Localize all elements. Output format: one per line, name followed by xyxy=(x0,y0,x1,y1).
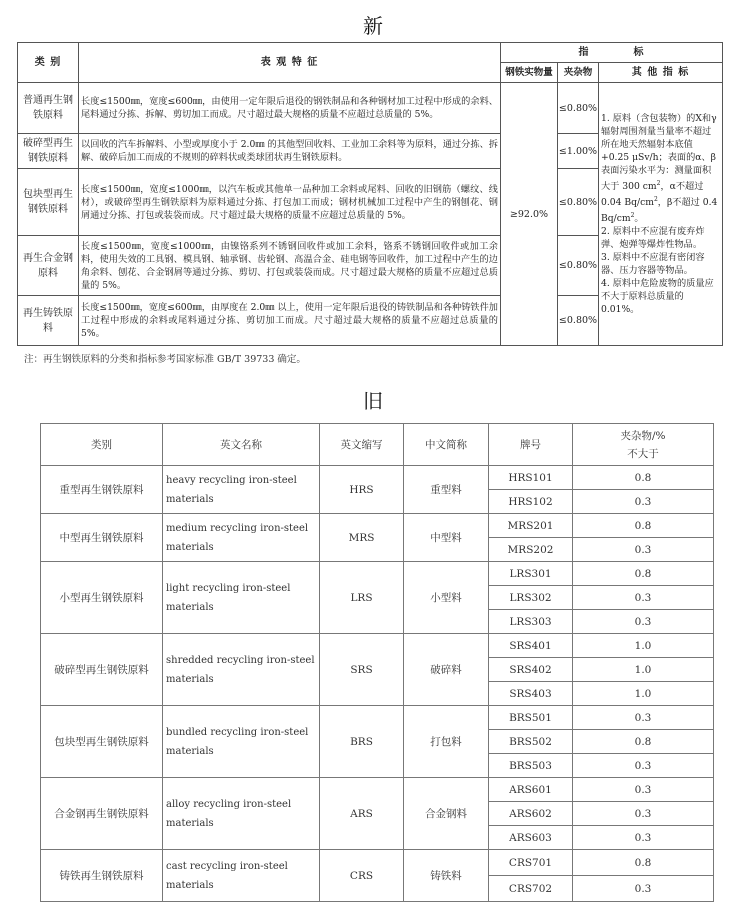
row-category: 小型再生钢铁原料 xyxy=(41,562,163,634)
row-grade-code: BRS501 xyxy=(489,706,573,730)
row-english-name: alloy recycling iron-steel materials xyxy=(163,778,320,850)
row-english-name: shredded recycling iron-steel materials xyxy=(163,634,320,706)
row-english-abbr: ARS xyxy=(320,778,404,850)
header-impurities xyxy=(573,424,714,466)
table-row xyxy=(18,83,723,134)
other-indicator-item-4: 4. 原料中危险废物的质量应不大于原料总质量的 0.01%。 xyxy=(601,278,714,316)
header-grade: 牌号 xyxy=(489,424,573,466)
row-chinese-abbr: 破碎料 xyxy=(404,634,489,706)
row-english-abbr: SRS xyxy=(320,634,404,706)
row-grade-code: SRS403 xyxy=(489,682,573,706)
row-category: 包块型再生钢铁原料 xyxy=(41,706,163,778)
row-impurities: 1.0 xyxy=(573,682,714,706)
other-indicators-text xyxy=(599,83,723,346)
row-grade-code: CRS702 xyxy=(489,876,573,902)
row-impurities: 0.8 xyxy=(573,466,714,490)
row-grade-code: HRS101 xyxy=(489,466,573,490)
row-grade-code: ARS603 xyxy=(489,826,573,850)
other-indicator-item-3: 3. 原料中不应混有密闭容器、压力容器等物品。 xyxy=(601,252,705,277)
table-row xyxy=(41,850,714,876)
row-grade-code: CRS701 xyxy=(489,850,573,876)
row-impurities: 0.3 xyxy=(573,586,714,610)
row-impurities: 0.3 xyxy=(573,706,714,730)
row-grade-code: LRS301 xyxy=(489,562,573,586)
row-english-abbr: BRS xyxy=(320,706,404,778)
header-features: 表 观 特 征 xyxy=(79,43,501,83)
row-impurities: 1.0 xyxy=(573,634,714,658)
row-english-name: light recycling iron-steel materials xyxy=(163,562,320,634)
row-chinese-abbr: 重型料 xyxy=(404,466,489,514)
steel-content-value: ≥92.0% xyxy=(501,83,558,346)
row-english-name: bundled recycling iron-steel materials xyxy=(163,706,320,778)
table-row xyxy=(41,634,714,658)
header-impurities: 夹杂物 xyxy=(558,63,599,83)
header-english-abbr: 英文缩写 xyxy=(320,424,404,466)
row-chinese-abbr: 打包料 xyxy=(404,706,489,778)
other-indicator-item-1: 1. 原料（含包装物）的X和γ辐射周围剂量当量率不超过所在地天然辐射本底值+0.25 μSv/h；表面的α、β表面污染水平为：测量面积大于 300 $cm^2$，α不超过 0.04 $Bq/cm^2$，β不超过 0.4 $Bq/cm^2$。 xyxy=(601,112,718,225)
row-english-abbr: CRS xyxy=(320,850,404,902)
row-category: 中型再生钢铁原料 xyxy=(41,514,163,562)
row-grade-code: BRS503 xyxy=(489,754,573,778)
row-chinese-abbr: 合金钢料 xyxy=(404,778,489,850)
other-indicator-item-2: 2. 原料中不应混有废弃炸弹、炮弹等爆炸性物品。 xyxy=(601,226,705,251)
row-impurities: 0.8 xyxy=(573,850,714,876)
row-category: 合金钢再生钢铁原料 xyxy=(41,778,163,850)
row-category: 普通再生钢铁原料 xyxy=(18,83,79,134)
row-english-name: cast recycling iron-steel materials xyxy=(163,850,320,902)
row-impurities: ≤0.80% xyxy=(558,83,599,134)
row-features: 以回收的汽车拆解料、小型或厚度小于 2.0㎜ 的其他型回收料、工业加工余料等为原料，通过分拣、拆解、破碎后加工而成的不规则的碎料状或类球团状再生钢铁原料。 xyxy=(79,134,501,169)
row-english-abbr: MRS xyxy=(320,514,404,562)
header-indicators: 指 标 xyxy=(501,43,723,63)
row-impurities: 1.0 xyxy=(573,658,714,682)
row-english-name: medium recycling iron-steel materials xyxy=(163,514,320,562)
row-chinese-abbr: 铸铁料 xyxy=(404,850,489,902)
new-section-title: 新 xyxy=(363,14,383,38)
header-category: 类 别 xyxy=(18,43,79,83)
row-impurities: 0.3 xyxy=(573,754,714,778)
row-english-abbr: HRS xyxy=(320,466,404,514)
row-impurities: ≤0.80% xyxy=(558,236,599,296)
row-category: 破碎型再生钢铁原料 xyxy=(41,634,163,706)
row-grade-code: SRS401 xyxy=(489,634,573,658)
row-english-name: heavy recycling iron-steel materials xyxy=(163,466,320,514)
old-section-title: 旧 xyxy=(363,389,383,413)
row-grade-code: LRS303 xyxy=(489,610,573,634)
table-row xyxy=(41,706,714,730)
row-grade-code: LRS302 xyxy=(489,586,573,610)
row-category: 包块型再生钢铁原料 xyxy=(18,169,79,236)
row-impurities: ≤0.80% xyxy=(558,169,599,236)
header-chinese-abbr: 中文简称 xyxy=(404,424,489,466)
row-impurities: 0.3 xyxy=(573,778,714,802)
row-features: 长度≤1500㎜，宽度≤1000㎜，由镍铬系列不锈钢回收件或加工余料，铬系不锈钢回收件或加工余料，使用失效的工具钢、模具钢、轴承钢、齿轮钢、高温合金、硅电钢等回收件，加工过程中产生的边角余料、刨花、合金钢屑等通过分拣、剪切、打包或装袋而成。尺寸超过最大规格的质量不应超过总质量的 5%。 xyxy=(79,236,501,296)
row-grade-code: SRS402 xyxy=(489,658,573,682)
old-classification-table xyxy=(40,423,714,902)
table-row xyxy=(41,514,714,538)
row-features: 长度≤1500㎜，宽度≤600㎜，由厚度在 2.0㎜ 以上，使用一定年限后退役的铸铁制品和各种铸铁件加工过程中形成的余料或尾料通过分拣、剪切加工而成。尺寸超过最大规格的质量不应超过总质量的 5%。 xyxy=(79,296,501,346)
row-grade-code: ARS602 xyxy=(489,802,573,826)
row-impurities: 0.3 xyxy=(573,538,714,562)
row-chinese-abbr: 小型料 xyxy=(404,562,489,634)
row-grade-code: HRS102 xyxy=(489,490,573,514)
row-impurities: 0.3 xyxy=(573,876,714,902)
row-impurities: 0.3 xyxy=(573,490,714,514)
row-features: 长度≤1500㎜，宽度≤600㎜，由使用一定年限后退役的钢铁制品和各种钢材加工过程中形成的余料、尾料通过分拣、拆解、剪切加工而成。尺寸超过最大规格的质量不应超过总质量的 5%。 xyxy=(79,83,501,134)
row-grade-code: MRS201 xyxy=(489,514,573,538)
row-chinese-abbr: 中型料 xyxy=(404,514,489,562)
header-impurities-line2: 不大于 xyxy=(627,447,659,460)
row-impurities: 0.3 xyxy=(573,610,714,634)
table-row xyxy=(41,778,714,802)
row-impurities: ≤0.80% xyxy=(558,296,599,346)
row-impurities: 0.8 xyxy=(573,562,714,586)
row-impurities: 0.3 xyxy=(573,826,714,850)
table-row xyxy=(41,562,714,586)
row-category: 铸铁再生钢铁原料 xyxy=(41,850,163,902)
table-row xyxy=(41,466,714,490)
table-note: 注：再生钢铁原料的分类和指标参考国家标准 GB/T 39733 确定。 xyxy=(24,354,306,365)
row-category: 破碎型再生钢铁原料 xyxy=(18,134,79,169)
row-impurities: 0.8 xyxy=(573,730,714,754)
row-features: 长度≤1500㎜，宽度≤1000㎜，以汽车板或其他单一品种加工余料或尾料、回收的旧钢筋（螺纹、线材），或破碎型再生钢铁原料为原料通过分拣、打包加工而成；钢材机械加工过程中产生的钢刨花、钢屑通过分拣、打包或装袋而成。尺寸超过最大规格的质量不应超过总质量的 5%。 xyxy=(79,169,501,236)
row-grade-code: ARS601 xyxy=(489,778,573,802)
header-english-name: 英文名称 xyxy=(163,424,320,466)
row-impurities: 0.8 xyxy=(573,514,714,538)
row-english-abbr: LRS xyxy=(320,562,404,634)
row-impurities: ≤1.00% xyxy=(558,134,599,169)
row-grade-code: MRS202 xyxy=(489,538,573,562)
row-category: 重型再生钢铁原料 xyxy=(41,466,163,514)
row-impurities: 0.3 xyxy=(573,802,714,826)
row-grade-code: BRS502 xyxy=(489,730,573,754)
row-category: 再生铸铁原料 xyxy=(18,296,79,346)
row-category: 再生合金钢原料 xyxy=(18,236,79,296)
header-impurities-line1: 夹杂物/% xyxy=(620,429,666,442)
header-category: 类别 xyxy=(41,424,163,466)
header-other-indicators: 其 他 指 标 xyxy=(599,63,723,83)
header-steel-content: 钢铁实物量 xyxy=(501,63,558,83)
new-classification-table xyxy=(17,42,723,346)
